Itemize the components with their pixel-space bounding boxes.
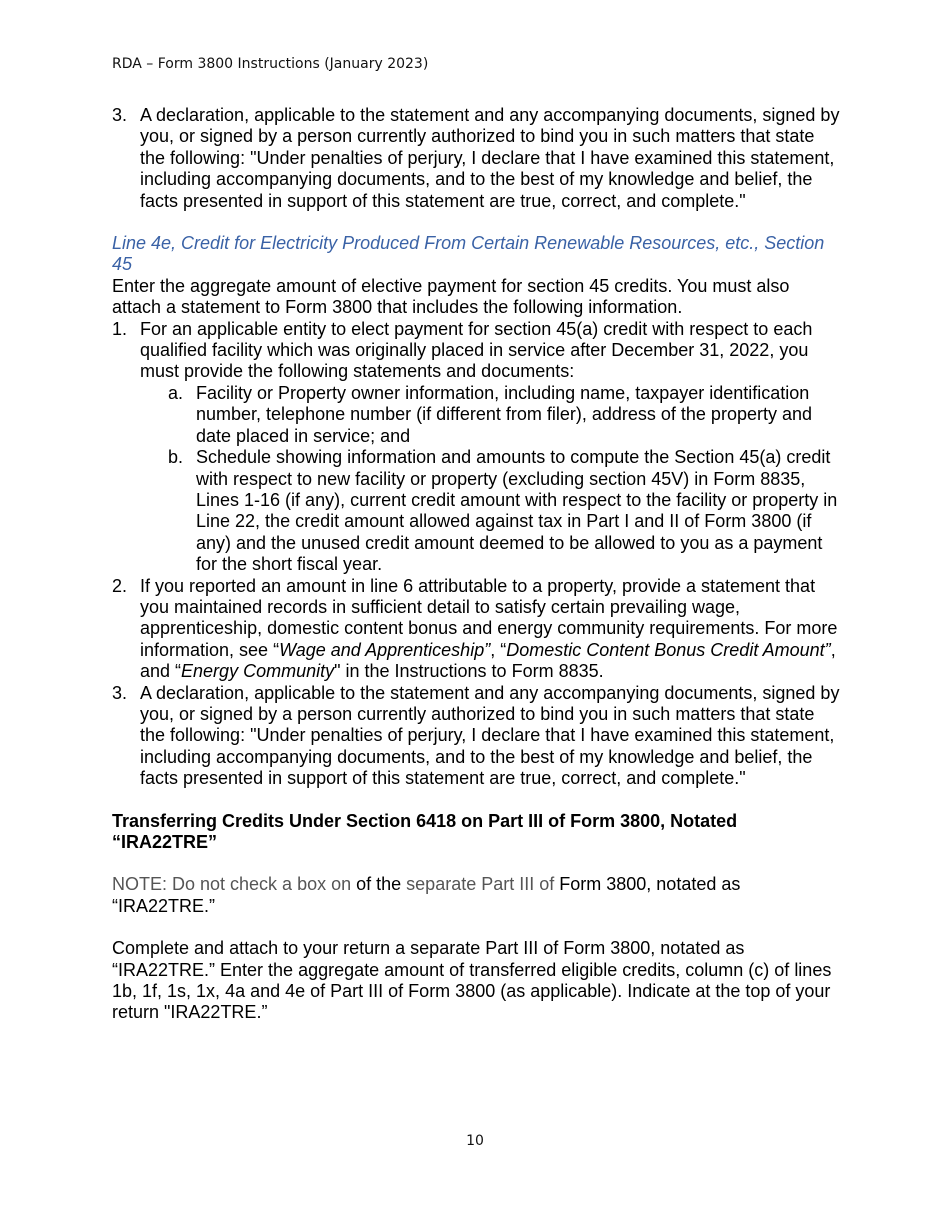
- page-content: [112, 105, 840, 1024]
- note-text-gray: NOTE: Do not check a box on: [112, 874, 352, 895]
- sub-item-a: [168, 383, 840, 447]
- spacer: [112, 790, 840, 811]
- text-run: , “: [490, 639, 507, 660]
- list-text: A declaration, applicable to the statement and any accompanying documents, signed by you, or signed by a person currently authorized to bind you in such matters that state the following: "Under penalties of perjury, I declare that I have examined this statement, including accompanying documents, and to the best of my knowledge and belief, the facts presented in support of this statement are true, correct, and complete.": [140, 682, 840, 789]
- list-text: A declaration, applicable to the statement and any accompanying documents, signed by you, or signed by a person currently authorized to bind you in such matters that state the following: "Under penalties of perjury, I declare that I have examined this statement, including accompanying documents, and to the best of my knowledge and belief, the facts presented in support of this statement are true, correct, and complete.": [140, 105, 840, 211]
- list-number: 3.: [112, 682, 128, 703]
- text-run: " in the Instructions to Form 8835.: [334, 661, 604, 682]
- note-text: Form 3800, notated as “IRA22TRE.”: [112, 874, 741, 916]
- sub-letter: b.: [168, 447, 184, 468]
- list-text: For an applicable entity to elect payment for section 45(a) credit with respect to each qualified facility which was originally placed in service after December 31, 2022, you must provide the following statements and documents:: [140, 318, 813, 382]
- list-text: [140, 576, 840, 683]
- section-heading-transfer: Transferring Credits Under Section 6418 on Part III of Form 3800, Notated “IRA22TRE”: [112, 810, 738, 852]
- emphasis-domestic: Domestic Content Bonus Credit Amount”: [506, 639, 831, 660]
- list-item-1: [112, 319, 840, 383]
- sub-item-b: [168, 447, 840, 575]
- note-text-gray: separate Part III of: [406, 874, 555, 895]
- spacer: [112, 853, 840, 874]
- list-item-2: [112, 576, 840, 683]
- section-heading-line-4e: Line 4e, Credit for Electricity Produced From Certain Renewable Resources, etc., Section 45: [112, 233, 825, 275]
- text-run: , and “: [140, 639, 836, 682]
- text-run: If you reported an amount in line 6 attributable to a property, provide a statement that you maintained records in sufficient detail to satisfy certain prevailing wage, apprenticeship, domestic content bonus and energy community requirements. For more information, see “: [140, 575, 838, 660]
- note-text: of the: [351, 874, 407, 895]
- emphasis-wage: Wage and Apprenticeship”: [279, 639, 491, 660]
- list-number: 2.: [112, 575, 128, 596]
- list-item-3: [112, 683, 840, 790]
- note-paragraph: [112, 874, 840, 917]
- list-number: 3.: [112, 105, 128, 125]
- spacer: [112, 917, 840, 938]
- sub-letter: a.: [168, 382, 184, 403]
- section-intro: Enter the aggregate amount of elective payment for section 45 credits. You must also attach a statement to Form 3800 that includes the following information.: [112, 275, 790, 318]
- list-number: 1.: [112, 318, 128, 339]
- page-number: 10: [466, 1133, 484, 1149]
- transfer-body: Complete and attach to your return a separate Part III of Form 3800, notated as “IRA22TRE.” Enter the aggregate amount of transferred eligible credits, column (c) of lines 1b, 1f, 1s, 1x, 4a and 4e of Part III of Form 3800 (as applicable). Indicate at the top of your return "IRA22TRE.”: [112, 938, 832, 1023]
- emphasis-energy: Energy Community: [181, 661, 335, 682]
- page-header: RDA – Form 3800 Instructions (January 2023): [112, 56, 429, 72]
- declaration-item-top: [112, 105, 840, 212]
- sub-text: Schedule showing information and amounts to compute the Section 45(a) credit with respect to new facility or property (excluding section 45V) in Form 8835, Lines 1-16 (if any), current credit amount with respect to the facility or property in Line 22, the credit amount allowed against tax in Part I and II of Form 3800 (if any) and the unused credit amount deemed to be allowed to you as a payment for the short fiscal year.: [196, 447, 838, 575]
- sub-text: Facility or Property owner information, including name, taxpayer identification number, telephone number (if different from filer), address of the property and date placed in service; and: [196, 382, 812, 446]
